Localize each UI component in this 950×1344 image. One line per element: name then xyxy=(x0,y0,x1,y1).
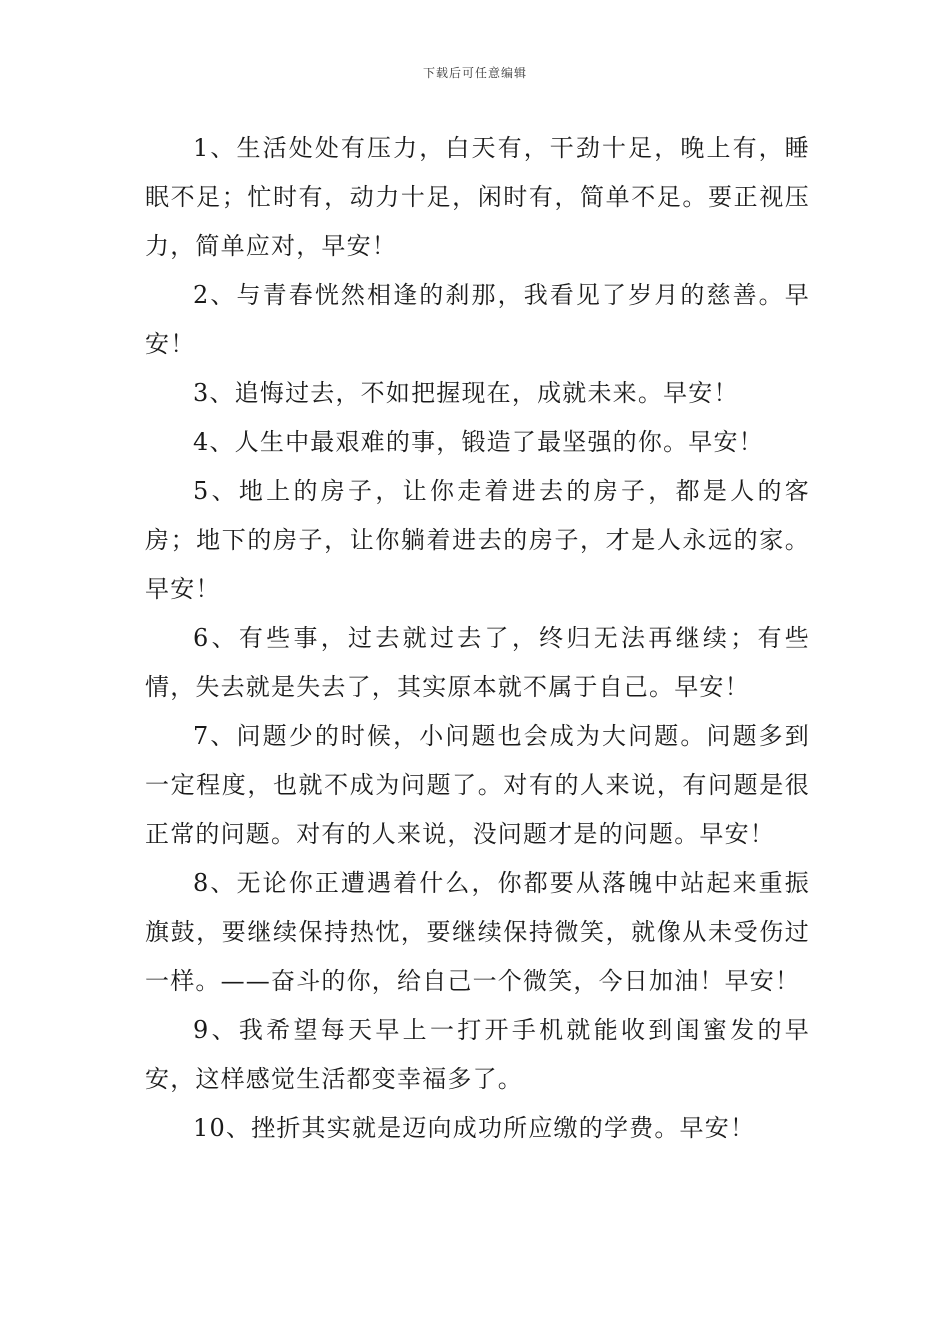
paragraph-6: 6、有些事，过去就过去了，终归无法再继续；有些情，失去就是失去了，其实原本就不属于自己。早安！ xyxy=(145,624,810,701)
paragraph-1: 1、生活处处有压力，白天有，干劲十足，晚上有，睡眠不足；忙时有，动力十足，闲时有，简单不足。要正视压力，简单应对，早安！ xyxy=(145,134,810,260)
paragraph-10: 10、挫折其实就是迈向成功所应缴的学费。早安！ xyxy=(193,1114,756,1142)
document-body xyxy=(145,124,810,1153)
paragraph-7: 7、问题少的时候，小问题也会成为大问题。问题多到一定程度，也就不成为问题了。对有的人来说，有问题是很正常的问题。对有的人来说，没问题才是的问题。早安！ xyxy=(145,722,810,848)
header-note: 下载后可任意编辑 xyxy=(422,66,527,80)
paragraph-4: 4、人生中最艰难的事，锻造了最坚强的你。早安！ xyxy=(193,428,764,456)
paragraph-8: 8、无论你正遭遇着什么，你都要从落魄中站起来重振旗鼓，要继续保持热忱，要继续保持微笑，就像从未受伤过一样。——奋斗的你，给自己一个微笑，今日加油！早安！ xyxy=(145,869,810,995)
paragraph-9: 9、我希望每天早上一打开手机就能收到闺蜜发的早安，这样感觉生活都变幸福多了。 xyxy=(145,1016,810,1093)
paragraph-3: 3、追悔过去，不如把握现在，成就未来。早安！ xyxy=(193,379,739,407)
paragraph-2: 2、与青春恍然相逢的刹那，我看见了岁月的慈善。早安！ xyxy=(145,281,810,358)
paragraph-5: 5、地上的房子，让你走着进去的房子，都是人的客房；地下的房子，让你躺着进去的房子，才是人永远的家。早安！ xyxy=(145,477,810,603)
